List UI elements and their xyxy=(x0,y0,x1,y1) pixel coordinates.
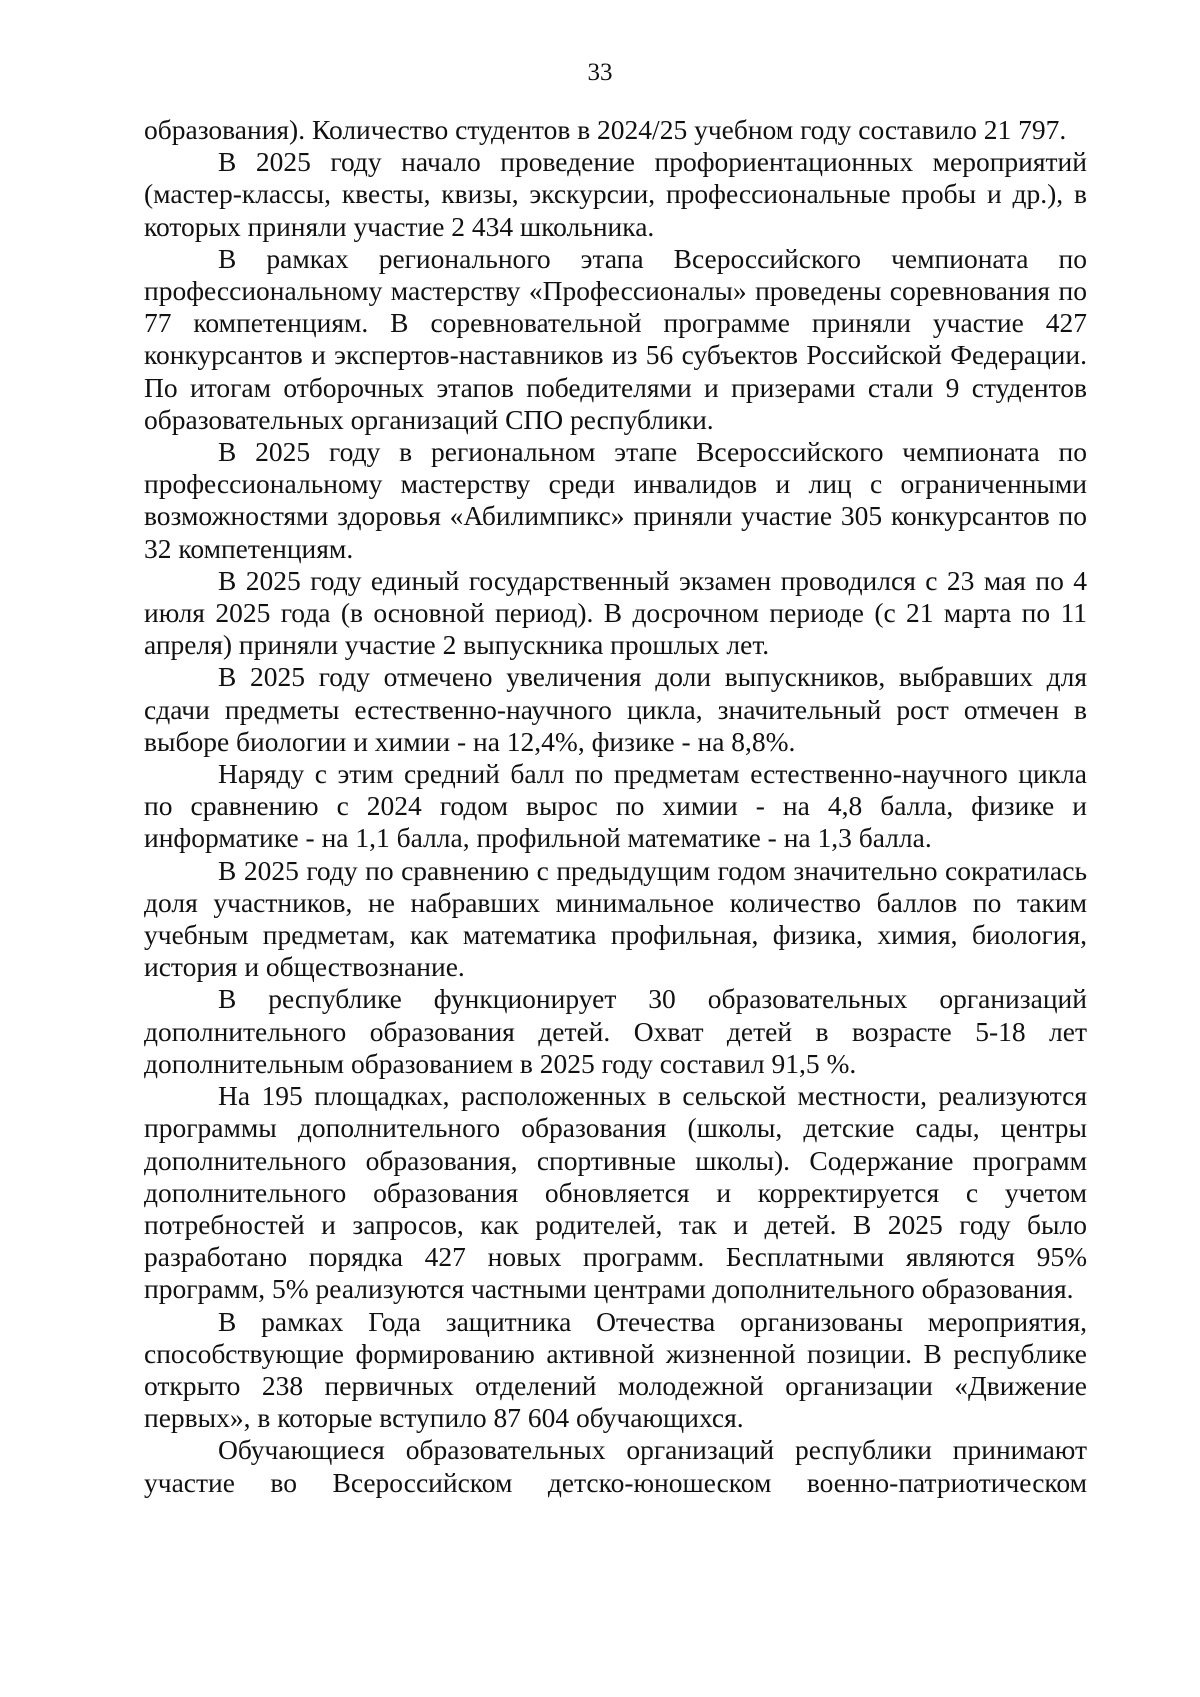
paragraph-professionals-championship: В рамках регионального этапа Всероссийского чемпионата по профессиональному мастерству «Профессионалы» проведены соревнования по 77 компетенциям. В соревновательной программе приняли участие 427 конкурсантов и экспертов-наставников из 56 субъектов Российской Федерации. По итогам отборочных этапов победителями и призерами стали 9 студентов образовательных организаций СПО республики. xyxy=(144,242,1087,435)
page-number: 33 xyxy=(587,59,613,86)
paragraph-science-subject-choice: В 2025 году отмечено увеличения доли выпускников, выбравших для сдачи предметы естественно-научного цикла, значительный рост отмечен в выборе биологии и химии - на 12,4%, физике - на 8,8%. xyxy=(144,661,1087,757)
paragraph-minimum-score: В 2025 году по сравнению с предыдущим годом значительно сократилась доля участников, не набравших минимальное количество баллов по таким учебным предметам, как математика профильная, физика, химия, биология, история и обществознание. xyxy=(144,854,1087,983)
paragraph-rural-programs: На 195 площадках, расположенных в сельской местности, реализуются программы дополнительного образования (школы, детские сады, центры дополнительного образования, спортивные школы). Содержание программ дополнительного образования обновляется и корректируется с учетом потребностей и запросов, как родителей, так и детей. В 2025 году было разработано порядка 427 новых программ. Бесплатными являются 95% программ, 5% реализуются частными центрами дополнительного образования. xyxy=(144,1080,1087,1305)
paragraph-career-guidance: В 2025 году начало проведение профориентационных мероприятий (мастер-классы, квесты, квизы, экскурсии, профессиональные пробы и др.), в которых приняли участие 2 434 школьника. xyxy=(144,146,1087,242)
paragraph-student-count: образования). Количество студентов в 2024/25 учебном году составило 21 797. xyxy=(144,114,1067,145)
paragraph-military-patriotic: Обучающиеся образовательных организаций республики принимают участие во Всероссийском детско-юношеском военно-патриотическом xyxy=(144,1434,1087,1498)
paragraph-defender-year: В рамках Года защитника Отечества организованы мероприятия, способствующие формированию активной жизненной позиции. В республике открыто 238 первичных отделений молодежной организации «Движение первых», в которые вступило 87 604 обучающихся. xyxy=(144,1305,1087,1434)
paragraph-average-score: Наряду с этим средний балл по предметам естественно-научного цикла по сравнению с 2024 годом вырос по химии - на 4,8 балла, физике и информатике - на 1,1 балла, профильной математике - на 1,3 балла. xyxy=(144,758,1087,854)
paragraph-abilympics: В 2025 году в региональном этапе Всероссийского чемпионата по профессиональному мастерству среди инвалидов и лиц с ограниченными возможностями здоровья «Абилимпикс» приняли участие 305 конкурсантов по 32 компетенциям. xyxy=(144,436,1087,564)
paragraph-unified-state-exam: В 2025 году единый государственный экзамен проводился с 23 мая по 4 июля 2025 года (в основной период). В досрочном периоде (с 21 марта по 11 апреля) приняли участие 2 выпускника прошлых лет. xyxy=(144,564,1087,661)
paragraph-additional-education-organizations: В республике функционирует 30 образовательных организаций дополнительного образования детей. Охват детей в возрасте 5-18 лет дополнительным образованием в 2025 году составил 91,5 %. xyxy=(144,983,1087,1079)
document-body xyxy=(144,114,1087,1499)
